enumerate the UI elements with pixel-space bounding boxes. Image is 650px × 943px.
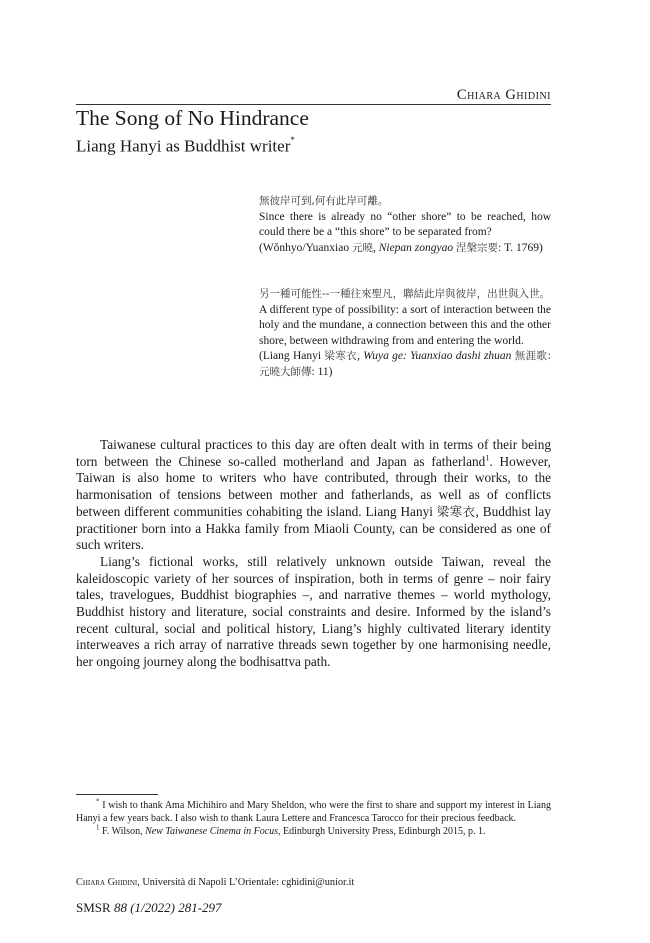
body-paragraph-2: Liang’s fictional works, still relatively unknown outside Taiwan, reveal the kaleidoscopic variety of her sources of inspiration, both in terms of genre – noir fairy tales, travelogues, Buddhist biographies –, and narrative themes – world mythology, Buddhist history and literature, social constraints and desire. Informed by the island’s recent cultural, social and political history, Liang’s highly cultivated literary identity interweaves a rich array of narrative threads sewn together by one harmonising needle, her ongoing journey along the bodhisattva path. [76,553,551,670]
journal-reference: SMSR 88 (1/2022) 281-297 [76,900,222,915]
epigraph-1 [259,194,551,256]
epigraph-2-original: 另一種可能性--一種往來聖凡，聯結此岸與彼岸，出世與入世。 [259,288,551,300]
subtitle-note-mark[interactable]: * [290,135,295,145]
epigraph-2 [259,287,551,380]
epigraph-2-source: (Liang Hanyi 梁寒衣, Wuya ge: Yuanxiao dashi zhuan 無涯歌: 元曉大師傳: 11) [259,350,552,378]
body-paragraph-1: Taiwanese cultural practices to this day are often dealt with in terms of their being torn between the Chinese so-called motherland and Japan as fatherland$^1$. However, Taiwan is also home to writers who have contributed, through their works, to the harmonisation of tensions between mother and fatherlands, as well as of conflicts between different communities cohabiting the island. Liang Hanyi 梁寒衣, Buddhist lay practitioner born into a Hakka family from Miaoli County, can be considered as one of such writers. [76,437,551,553]
epigraph-1-translation: Since there is already no “other shore” to be reached, how could there be a “this shore” to be separated from? [259,210,551,238]
footnote-ref-1[interactable]: 1 [485,453,490,463]
epigraph-1-source: (Wŏnhyo/Yuanxiao 元曉, Niepan zongyao 涅槃宗要: T. 1769) [259,241,543,254]
subtitle-text: Liang Hanyi as Buddhist writer [76,136,291,156]
author-affiliation: Chiara Ghidini, Università di Napoli L’Orientale: cghidini@unior.it [76,877,355,888]
body-text [76,437,551,671]
epigraph-2-translation: A different type of possibility: a sort of interaction between the holy and the mundane, a connection between this and the other shore, between withdrawing from and entering the world. [259,303,551,347]
epigraph-1-original: 無彼岸可到,何有此岸可離。 [259,195,389,207]
footnote-1: $^1$ F. Wilson, New Taiwanese Cinema in Focus, Edinburgh University Press, Edinburgh 2015, p. 1. [96,823,486,837]
article-title: The Song of No Hindrance [76,106,309,130]
footnote-rule [76,794,158,795]
footnote-star: * I wish to thank Ama Michihiro and Mary Sheldon, who were the first to share and support my interest in Liang Hanyi a few years back. I also wish to thank Laura Lettere and Francesca Tarocco for their precious feedback. [76,797,551,824]
footnotes [76,799,551,838]
article-subtitle [76,131,295,158]
running-head: Chiara Ghidini [456,87,551,103]
